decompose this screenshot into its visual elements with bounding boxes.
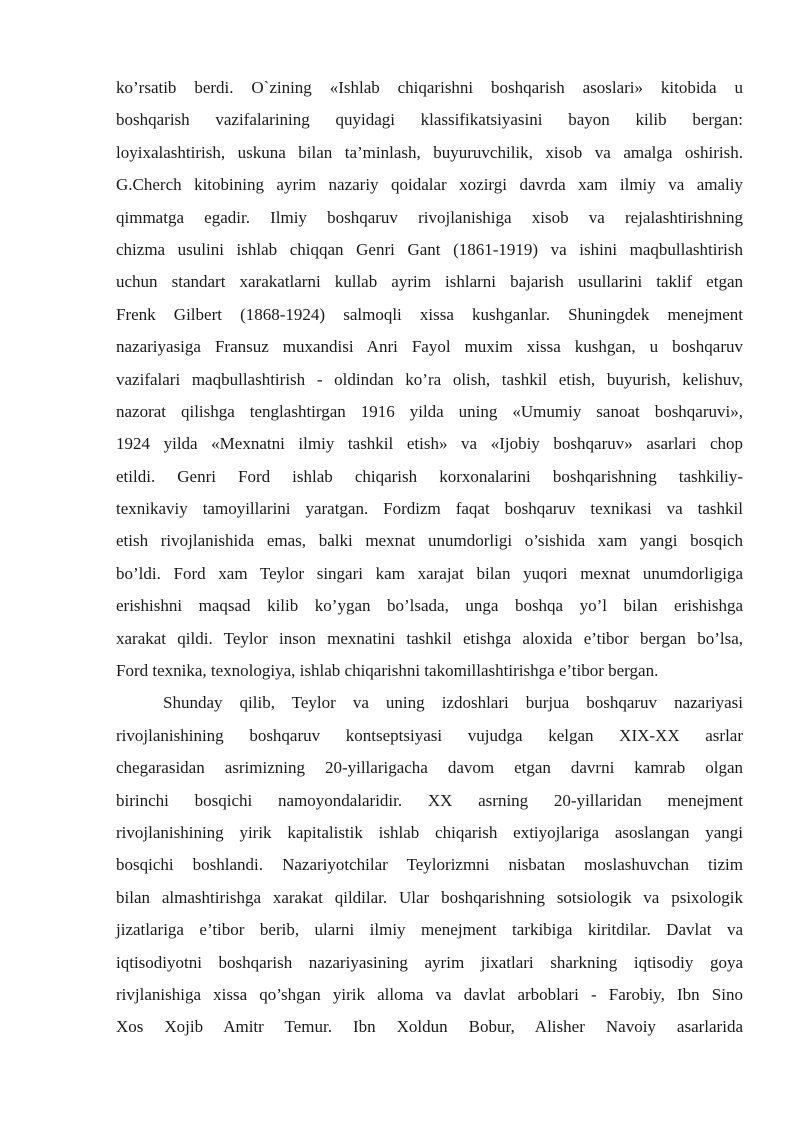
text-line: bo’ldi. Ford xam Teylor singari kam xarajat bilan yuqori mexnat unumdorligiga bbox=[116, 563, 743, 583]
text-line: etish rivojlanishida emas, balki mexnat unumdorligi o’sishida xam yangi bosqich bbox=[116, 531, 743, 551]
text-line: loyixalashtirish, uskuna bilan ta’minlash, buyuruvchilik, xisob va amalga oshirish. bbox=[116, 142, 743, 162]
text-line: 1924 yilda «Mexnatni ilmiy tashkil etish» va «Ijobiy boshqaruv» asarlari chop bbox=[116, 434, 743, 454]
text-line: erishishni maqsad kilib ko’ygan bo’lsada, unga boshqa yo’l bilan erishishga bbox=[116, 596, 743, 616]
text-line: rivojlanishining boshqaruv kontseptsiyasi vujudga kelgan XIX-XX asrlar bbox=[116, 725, 743, 745]
document-body bbox=[116, 72, 743, 1044]
text-line: iqtisodiyotni boshqarish nazariyasining ayrim jixatlari sharkning iqtisodiy goya bbox=[116, 952, 743, 972]
text-line: rivojlanishining yirik kapitalistik ishlab chiqarish extiyojlariga asoslangan yangi bbox=[116, 822, 743, 842]
text-line: Shunday qilib, Teylor va uning izdoshlari burjua boshqaruv nazariyasi bbox=[163, 693, 743, 713]
text-line: Frenk Gilbert (1868-1924) salmoqli xissa kushganlar. Shuningdek menejment bbox=[116, 304, 743, 324]
text-line: vazifalari maqbullashtirish - oldindan ko’ra olish, tashkil etish, buyurish, kelishuv, bbox=[116, 369, 743, 389]
paragraph-2 bbox=[116, 687, 743, 1043]
text-line: bosqichi boshlandi. Nazariyotchilar Teylorizmni nisbatan moslashuvchan tizim bbox=[116, 855, 743, 875]
text-line: qimmatga egadir. Ilmiy boshqaruv rivojlanishiga xisob va rejalashtirishning bbox=[116, 207, 743, 227]
text-line: jizatlariga e’tibor berib, ularni ilmiy menejment tarkibiga kiritdilar. Davlat va bbox=[116, 920, 743, 940]
text-line: Xos Xojib Amitr Temur. Ibn Xoldun Bobur, Alisher Navoiy asarlarida bbox=[116, 1017, 743, 1037]
text-line: nazorat qilishga tenglashtirgan 1916 yilda uning «Umumiy sanoat boshqaruvi», bbox=[116, 401, 743, 421]
text-line: uchun standart xarakatlarni kullab ayrim ishlarni bajarish usullarini taklif etgan bbox=[116, 272, 743, 292]
text-line: rivjlanishiga xissa qo’shgan yirik alloma va davlat arboblari - Farobiy, Ibn Sino bbox=[116, 984, 743, 1004]
text-line: ko’rsatib berdi. O`zining «Ishlab chiqarishni boshqarish asoslari» kitobida u bbox=[116, 78, 743, 97]
text-line: G.Cherch kitobining ayrim nazariy qoidalar xozirgi davrda xam ilmiy va amaliy bbox=[116, 175, 743, 195]
text-line: boshqarish vazifalarining quyidagi klassifikatsiyasini bayon kilib bergan: bbox=[116, 110, 743, 130]
paragraph-1 bbox=[116, 72, 743, 687]
text-line: etildi. Genri Ford ishlab chiqarish korxonalarini boshqarishning tashkiliy- bbox=[116, 466, 743, 486]
text-line: Ford texnika, texnologiya, ishlab chiqarishni takomillashtirishga e’tibor bergan. bbox=[116, 661, 659, 681]
text-line: nazariyasiga Fransuz muxandisi Anri Fayol muxim xissa kushgan, u boshqaruv bbox=[116, 337, 743, 357]
text-line: xarakat qildi. Teylor inson mexnatini tashkil etishga aloxida e’tibor bergan bo’lsa, bbox=[116, 628, 743, 648]
text-line: birinchi bosqichi namoyondalaridir. XX asrning 20-yillaridan menejment bbox=[116, 790, 743, 810]
text-line: texnikaviy tamoyillarini yaratgan. Fordizm faqat boshqaruv texnikasi va tashkil bbox=[116, 499, 743, 519]
text-line: chegarasidan asrimizning 20-yillarigacha davom etgan davrni kamrab olgan bbox=[116, 758, 743, 778]
text-line: chizma usulini ishlab chiqqan Genri Gant (1861-1919) va ishini maqbullashtirish bbox=[116, 239, 743, 259]
text-line: bilan almashtirishga xarakat qildilar. Ular boshqarishning sotsiologik va psixologik bbox=[116, 887, 743, 907]
